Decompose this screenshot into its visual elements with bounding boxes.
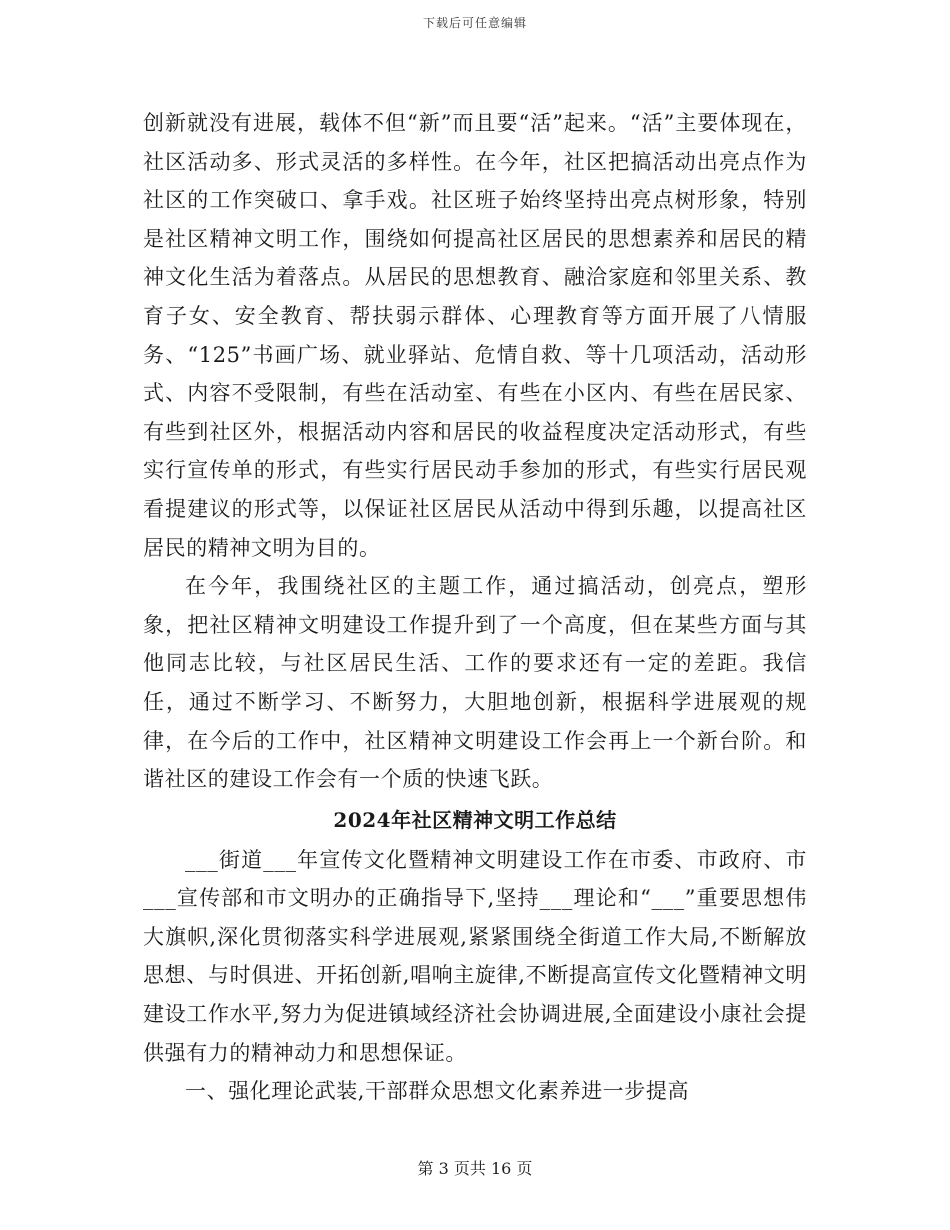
page-header-note: 下载后可任意编辑 (422, 16, 527, 30)
section-paragraph-intro: ___街道___年宣传文化暨精神文明建设工作在市委、市政府、市___宣传部和市文明办的正确指导下,坚持___理论和“___”重要思想伟大旗帜,深化贯彻落实科学进展观,紧紧围绕全街道工作大局,不断解放思想、与时俱进、开拓创新,唱响主旋律,不断提高宣传文化暨精神文明建设工作水平,努力为促进镇域经济社会协调进展,全面建设小康社会提供强有力的精神动力和思想保证。 (143, 847, 807, 1065)
body-paragraph-summary: 在今年，我围绕社区的主题工作，通过搞活动，创亮点，塑形象，把社区精神文明建设工作提升到了一个高度，但在某些方面与其他同志比较，与社区居民生活、工作的要求还有一定的差距。我信任，通过不断学习、不断努力，大胆地创新，根据科学进展观的规律，在今后的工作中，社区精神文明建设工作会再上一个新台阶。和谐社区的建设工作会有一个质的快速飞跃。 (143, 574, 807, 792)
section-title: 2024年社区精神文明工作总结 (333, 807, 617, 832)
page-number: 第 3 页共 16 页 (417, 1159, 533, 1178)
section-heading-one: 一、强化理论武装,干部群众思想文化素养进一步提高 (185, 1079, 690, 1104)
document-body (143, 104, 807, 1111)
body-paragraph-continuation: 创新就没有进展，载体不但“新”而且要“活”起来。“活”主要体现在，社区活动多、形式灵活的多样性。在今年，社区把搞活动出亮点作为社区的工作突破口、拿手戏。社区班子始终坚持出亮点树形象，特别是社区精神文明工作，围绕如何提高社区居民的思想素养和居民的精神文化生活为着落点。从居民的思想教育、融洽家庭和邻里关系、教育子女、安全教育、帮扶弱示群体、心理教育等方面开展了八情服务、“125”书画广场、就业驿站、危情自救、等十几项活动，活动形式、内容不受限制，有些在活动室、有些在小区内、有些在居民家、有些到社区外，根据活动内容和居民的收益程度决定活动形式，有些实行宣传单的形式，有些实行居民动手参加的形式，有些实行居民观看提建议的形式等，以保证社区居民从活动中得到乐趣，以提高社区居民的精神文明为目的。 (143, 111, 807, 560)
